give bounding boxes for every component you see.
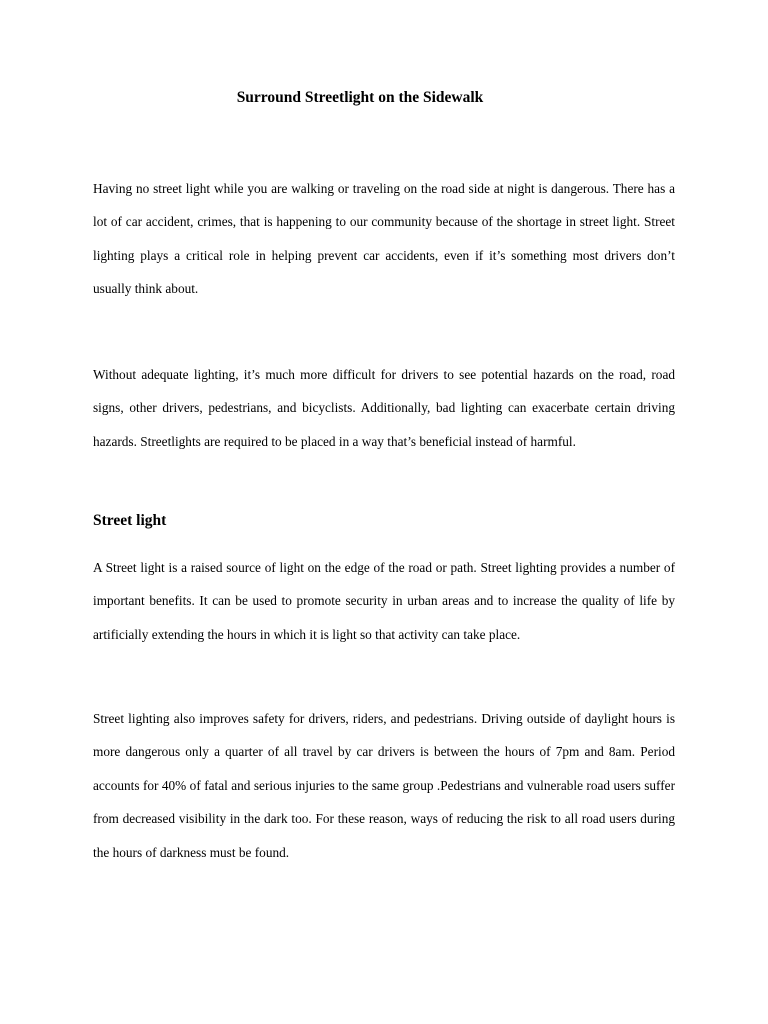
intro-paragraph-1: Having no street light while you are walking or traveling on the road side at night is dangerous. There has a lot of car accident, crimes, that is happening to our community because of the shortage in street light. Street lighting plays a critical role in helping prevent car accidents, even if it’s something most drivers don’t usually think about. <box>93 181 675 297</box>
section-heading: Street light <box>93 512 167 529</box>
section-paragraph-1: A Street light is a raised source of light on the edge of the road or path. Street lighting provides a number of important benefits. It can be used to promote security in urban areas and to increase the quality of life by artificially extending the hours in which it is light so that activity can take place. <box>93 560 675 642</box>
section-paragraph-2: Street lighting also improves safety for drivers, riders, and pedestrians. Driving outside of daylight hours is more dangerous only a quarter of all travel by car drivers is between the hours of 7pm and 8am. Period accounts for 40% of fatal and serious injuries to the same group .Pedestrians and vulnerable road users suffer from decreased visibility in the dark too. For these reason, ways of reducing the risk to all road users during the hours of darkness must be found. <box>93 711 675 860</box>
intro-paragraph-2: Without adequate lighting, it’s much more difficult for drivers to see potential hazards on the road, road signs, other drivers, pedestrians, and bicyclists. Additionally, bad lighting can exacerbate certain driving hazards. Streetlights are required to be placed in a way that’s beneficial instead of harmful. <box>93 367 675 449</box>
document-title: Surround Streetlight on the Sidewalk <box>236 89 484 106</box>
